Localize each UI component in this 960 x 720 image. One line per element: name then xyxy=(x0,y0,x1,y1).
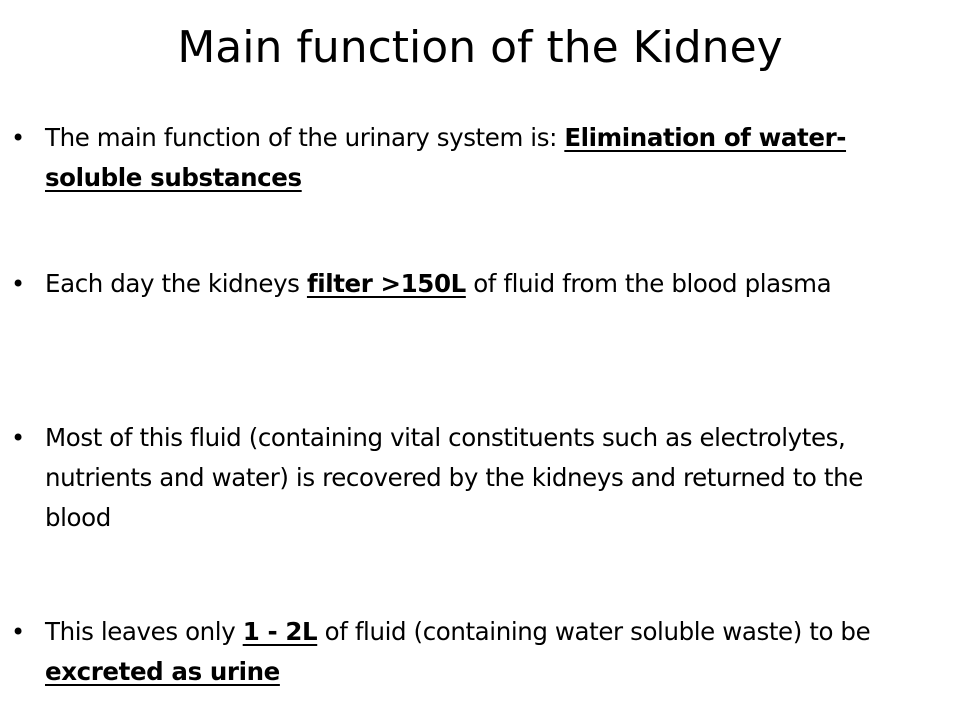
bullet-item-reabsorption xyxy=(11,418,935,538)
slide-title: Main function of the Kidney xyxy=(177,22,783,73)
bullet-item-urine-output xyxy=(11,612,935,692)
bullet-dot-icon: • xyxy=(11,618,25,646)
bullet-item-filtration xyxy=(11,264,935,304)
bullet-text: Most of this fluid (containing vital constituents such as electrolytes, nutrients and water) is recovered by the kidneys and returned to the blood xyxy=(45,423,863,532)
bullet-text: of fluid (containing water soluble waste) to be xyxy=(317,617,871,646)
bullet-dot-icon: • xyxy=(11,424,25,452)
bullet-text: of fluid from the blood plasma xyxy=(465,269,832,298)
bullet-text: This leaves only xyxy=(45,617,243,646)
bullet-text: Each day the kidneys xyxy=(45,269,307,298)
emphasis-text: filter >150L xyxy=(306,269,466,298)
bullet-text: The main function of the urinary system is: xyxy=(45,123,565,152)
bullet-item-urinary-function xyxy=(11,118,935,198)
bullet-dot-icon: • xyxy=(11,124,25,152)
emphasis-text: 1 - 2L xyxy=(242,617,318,646)
bullet-dot-icon: • xyxy=(11,270,25,298)
emphasis-text: Elimination of water-soluble substances xyxy=(45,123,847,192)
emphasis-text: excreted as urine xyxy=(45,657,280,686)
